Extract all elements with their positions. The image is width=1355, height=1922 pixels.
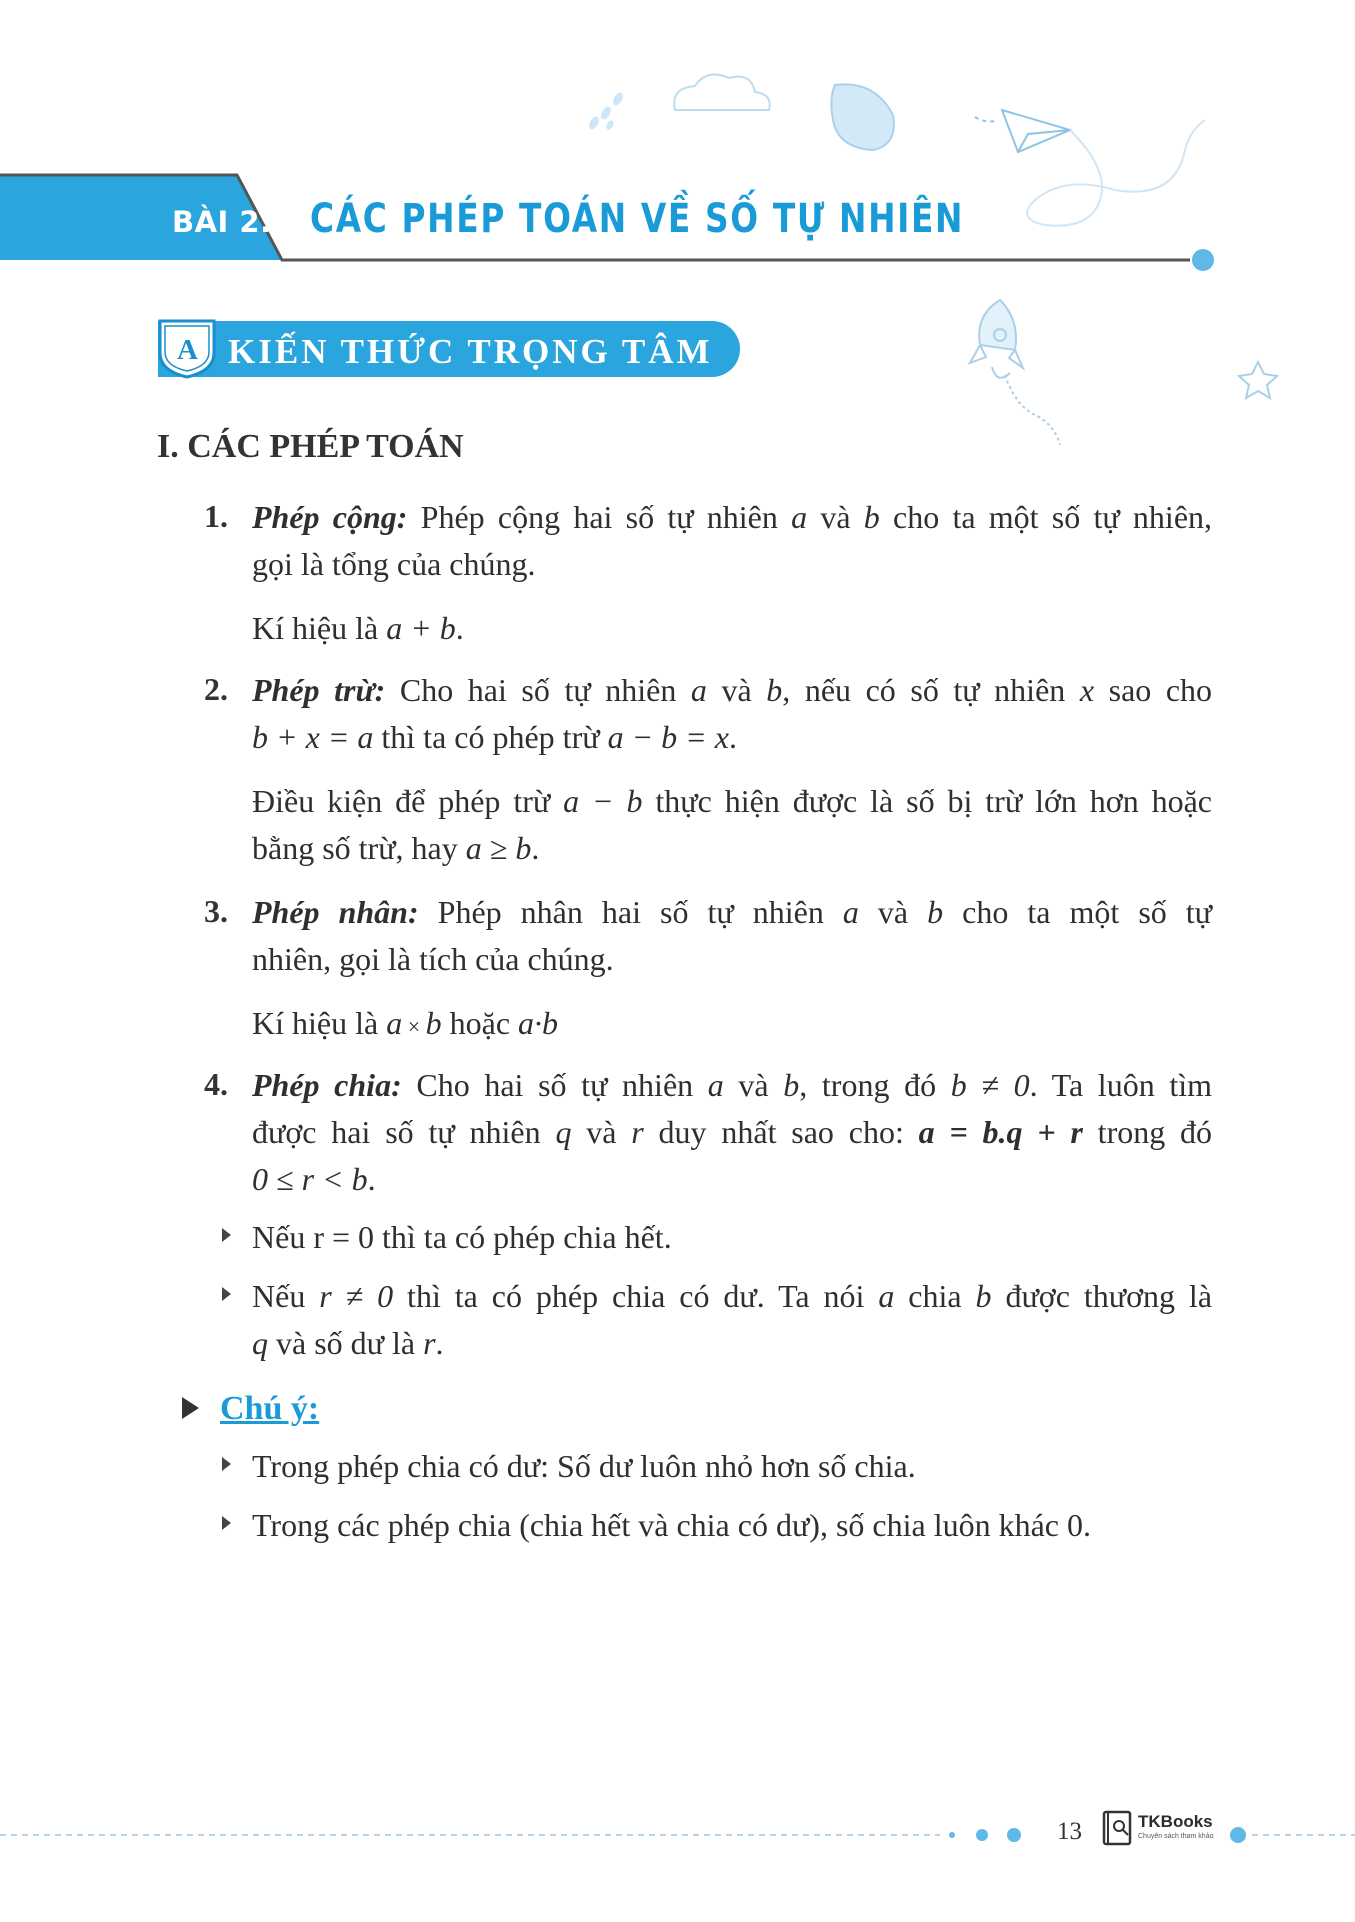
item-2-line1: Phép trừ: Cho hai số tự nhiên a và b, nếu có số tự nhiên x sao cho: [252, 672, 1213, 708]
page-number: 13: [1057, 1818, 1082, 1845]
heading-operations: I. CÁC PHÉP TOÁN: [157, 428, 464, 465]
bullet-arrow-icon: [222, 1287, 231, 1301]
item-3-line2: nhiên, gọi là tích của chúng.: [252, 941, 614, 977]
star-icon: [1239, 362, 1277, 398]
item-4-line3: 0 ≤ r < b.: [252, 1161, 376, 1197]
item-1-line1: Phép cộng: Phép cộng hai số tự nhiên a và b cho ta một số tự nhiên,: [252, 499, 1213, 535]
note-item-2: Trong các phép chia (chia hết và chia có dư), số chia luôn khác 0.: [252, 1507, 1091, 1543]
brand-name: TKBooks: [1138, 1812, 1213, 1831]
item-1-symbol: Kí hiệu là a + b.: [252, 610, 464, 646]
note-arrow-icon: [182, 1397, 199, 1419]
paper-plane-icon: [975, 110, 1070, 152]
section-letter: A: [177, 334, 198, 366]
rocket-icon: [970, 300, 1060, 445]
cloud-icon: [674, 74, 770, 110]
note-item-1: Trong phép chia có dư: Số dư luôn nhỏ hơn số chia.: [252, 1448, 916, 1484]
raindrop-icon: [587, 91, 625, 131]
item-3-symbol: Kí hiệu là a × b hoặc a·b: [252, 1005, 559, 1041]
item-2-line2: b + x = a thì ta có phép trừ a − b = x.: [252, 719, 737, 755]
item-3-number: 3.: [204, 893, 228, 929]
item-2-number: 2.: [204, 671, 228, 707]
bullet-division-exact: Nếu r = 0 thì ta có phép chia hết.: [252, 1219, 672, 1255]
bullet-division-remainder-line2: q và số dư là r.: [252, 1325, 444, 1361]
brand-tagline: Chuyên sách tham khảo: [1138, 1833, 1214, 1840]
item-2-condition-line2: bằng số trừ, hay a ≥ b.: [252, 830, 540, 866]
item-1-number: 1.: [204, 498, 228, 534]
bullet-division-remainder-line1: Nếu r ≠ 0 thì ta có phép chia có dư. Ta nói a chia b được thương là: [252, 1278, 1213, 1314]
lesson-title: CÁC PHÉP TOÁN VỀ SỐ TỰ NHIÊN: [310, 196, 965, 242]
tkbooks-logo-icon: [1101, 1809, 1135, 1847]
lesson-label: BÀI 2.: [172, 205, 272, 239]
bullet-arrow-icon: [222, 1228, 231, 1242]
item-2-condition-line1: Điều kiện để phép trừ a − b thực hiện được là số bị trừ lớn hơn hoặc: [252, 783, 1213, 819]
leaf-icon: [831, 84, 893, 150]
item-4-line2: được hai số tự nhiên q và r duy nhất sao cho: a = b.q + r trong đó: [252, 1114, 1213, 1150]
item-3-line1: Phép nhân: Phép nhân hai số tự nhiên a và b cho ta một số tự: [252, 894, 1213, 930]
note-label: Chú ý:: [220, 1390, 320, 1427]
section-title: KIẾN THỨC TRỌNG TÂM: [228, 332, 713, 371]
item-1-line2: gọi là tổng của chúng.: [252, 546, 536, 582]
bullet-arrow-icon: [222, 1516, 231, 1530]
item-4-line1: Phép chia: Cho hai số tự nhiên a và b, trong đó b ≠ 0. Ta luôn tìm: [252, 1067, 1213, 1103]
bullet-arrow-icon: [222, 1457, 231, 1471]
item-4-number: 4.: [204, 1066, 228, 1102]
